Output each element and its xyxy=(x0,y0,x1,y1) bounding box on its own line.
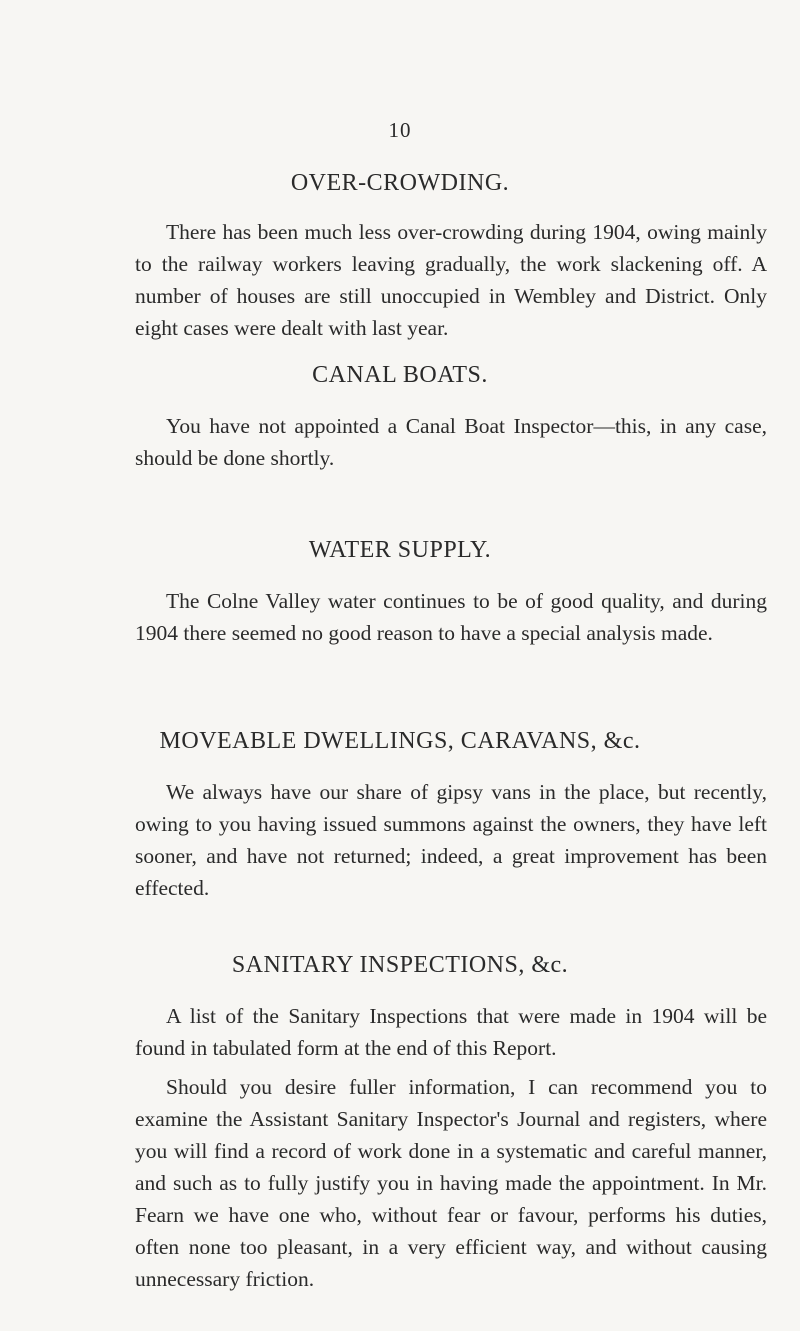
paragraph-over-crowding: There has been much less over-crowding during 1904, owing mainly to the railway workers leaving gradually, the work slackening off. A number of houses are still unoccupied in Wembley and District. Only eight cases were dealt with last year. xyxy=(135,220,767,340)
heading-over-crowding: OVER-CROWDING. xyxy=(290,170,510,196)
heading-water-supply: WATER SUPPLY. xyxy=(308,537,492,563)
paragraph-water-supply: The Colne Valley water continues to be of good quality, and during 1904 there seemed no good reason to have a special analysis made. xyxy=(135,589,767,645)
heading-canal-boats: CANAL BOATS. xyxy=(312,362,488,388)
page-number: 10 xyxy=(388,118,412,142)
heading-sanitary-inspections: SANITARY INSPECTIONS, &c. xyxy=(231,952,569,978)
paragraph-sanitary-details: Should you desire fuller information, I can recommend you to examine the Assistant Sanitary Inspector's Journal and registers, where you will find a record of work done in a systematic and careful manner, and such as to fully justify you in having made the appointment. In Mr. Fearn we have one who, without fear or favour, performs his duties, often none too pleasant, in a very efficient way, and without causing unnecessary friction. xyxy=(135,1075,767,1291)
heading-moveable-dwellings: MOVEABLE DWELLINGS, CARAVANS, &c. xyxy=(159,728,641,754)
paragraph-canal-boats: You have not appointed a Canal Boat Inspector—this, in any case, should be done shortly. xyxy=(135,414,767,470)
paragraph-sanitary-list: A list of the Sanitary Inspections that were made in 1904 will be found in tabulated form at the end of this Report. xyxy=(135,1004,767,1060)
paragraph-moveable-dwellings: We always have our share of gipsy vans in the place, but recently, owing to you having issued summons against the owners, they have left sooner, and have not returned; indeed, a great improvement has been effected. xyxy=(135,780,767,900)
